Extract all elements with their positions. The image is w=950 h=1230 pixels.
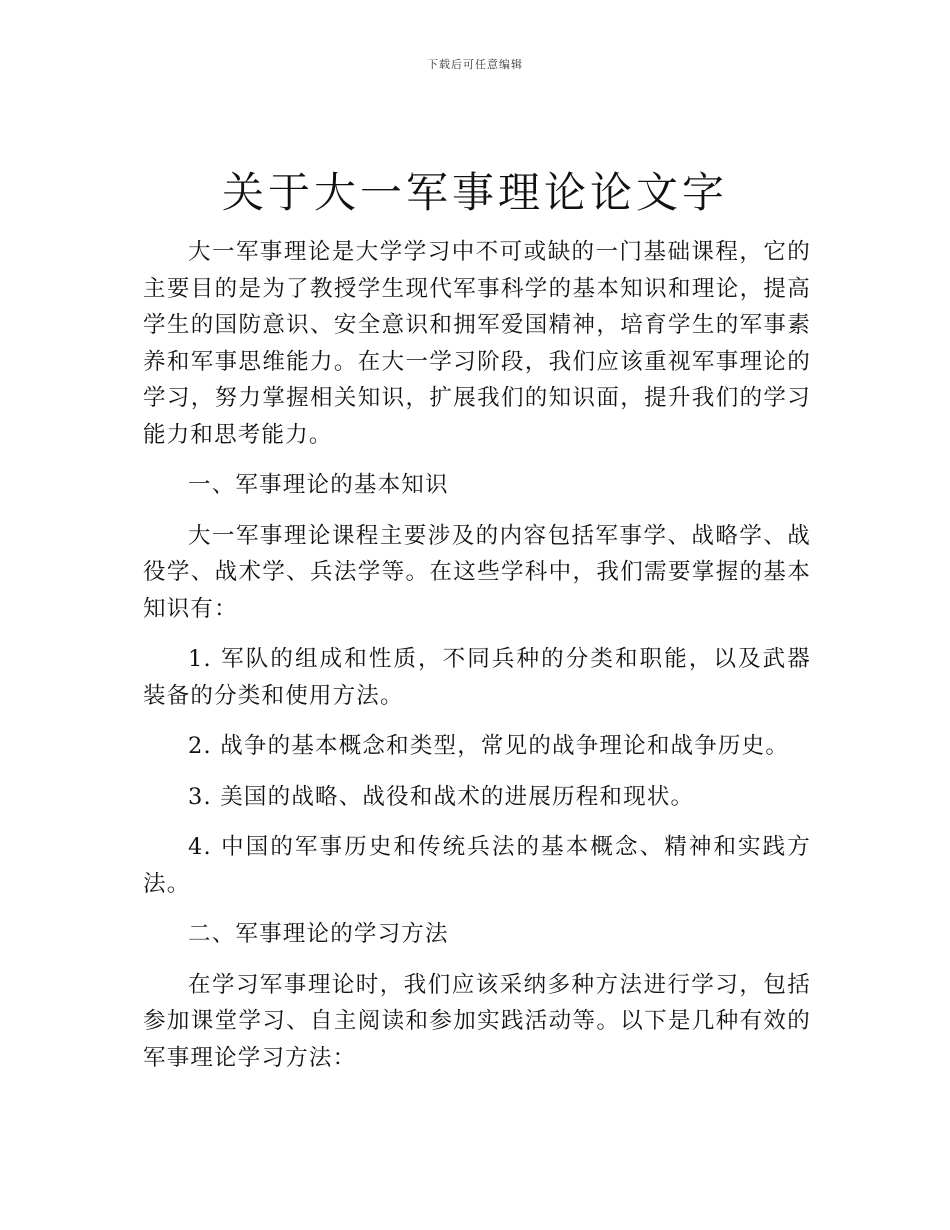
list-item-1: 1. 军队的组成和性质，不同兵种的分类和职能，以及武器装备的分类和使用方法。 — [143, 646, 811, 709]
header-note: 下载后可任意编辑 — [427, 58, 523, 71]
document-body — [143, 234, 811, 1090]
list-item-4: 4. 中国的军事历史和传统兵法的基本概念、精神和实践方法。 — [143, 834, 811, 897]
section-heading-2: 二、军事理论的学习方法 — [188, 921, 449, 947]
section-heading-1: 一、军事理论的基本知识 — [188, 472, 449, 498]
list-item-3: 3. 美国的战略、战役和战术的进展历程和现状。 — [188, 783, 695, 810]
paragraph-intro: 大一军事理论是大学学习中不可或缺的一门基础课程，它的主要目的是为了教授学生现代军事科学的基本知识和理论，提高学生的国防意识、安全意识和拥军爱国精神，培育学生的军事素养和军事思维能力。在大一学习阶段，我们应该重视军事理论的学习，努力掌握相关知识，扩展我们的知识面，提升我们的学习能力和思考能力。 — [143, 239, 811, 448]
list-item-2: 2. 战争的基本概念和类型，常见的战争理论和战争历史。 — [188, 733, 790, 759]
document-title: 关于大一军事理论论文字 — [221, 168, 728, 217]
paragraph-section-1-intro: 大一军事理论课程主要涉及的内容包括军事学、战略学、战役学、战术学、兵法学等。在这些学科中，我们需要掌握的基本知识有： — [143, 522, 811, 622]
paragraph-section-2-intro: 在学习军事理论时，我们应该采纳多种方法进行学习，包括参加课堂学习、自主阅读和参加实践活动等。以下是几种有效的军事理论学习方法： — [143, 971, 811, 1071]
